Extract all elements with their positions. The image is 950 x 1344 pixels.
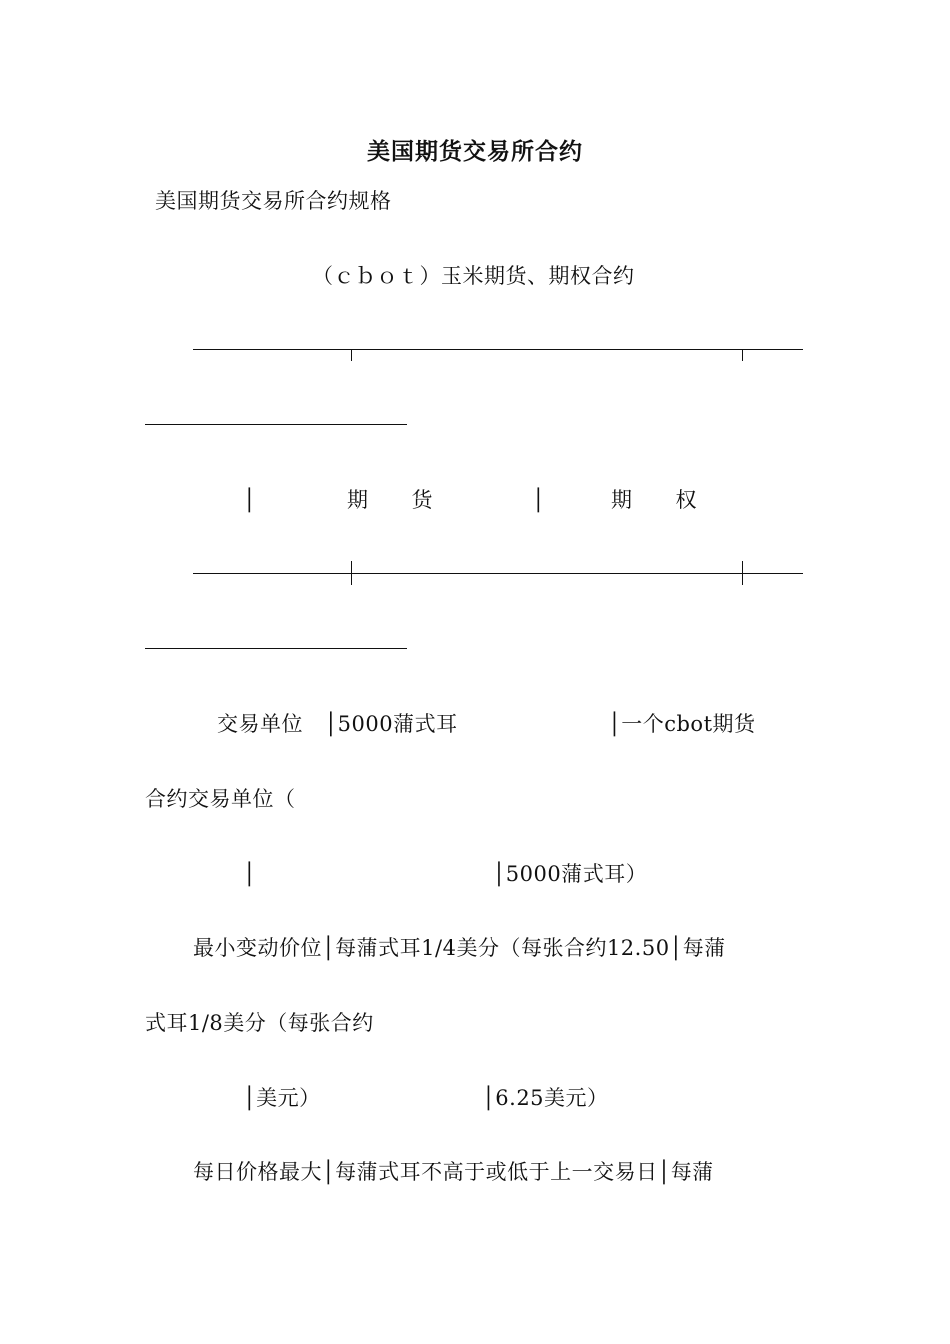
table-border-junction [351,561,352,585]
table-middle-border-continued [145,648,407,649]
row-daily-limit-line1: 每日价格最大│每蒲式耳不高于或低于上一交易日│每蒲 [193,1160,714,1184]
document-title: 美国期货交易所合约 [367,138,583,165]
document-subtitle: 美国期货交易所合约规格 [155,189,392,213]
row-min-tick-line1: 最小变动价位│每蒲式耳1/4美分（每张合约12.50│每蒲 [193,936,726,960]
table-border-junction [742,561,743,585]
table-top-border [193,349,803,350]
header-options: 期 权 [611,488,697,512]
table-top-border-continued [145,424,407,425]
table-border-junction [351,349,352,361]
row-trading-unit-line3: │ │5000蒲式耳） [243,862,648,886]
header-separator: │ [243,488,257,512]
row-trading-unit-line2: 合约交易单位（ [145,787,296,811]
row-trading-unit-line1: 交易单位 │5000蒲式耳 │一个cbot期货 [217,712,756,736]
header-futures: 期 货 [347,488,433,512]
header-separator: │ [532,488,546,512]
row-min-tick-line3: │美元） │6.25美元） [243,1086,609,1110]
table-caption: （ｃｂｏｔ）玉米期货、期权合约 [312,264,635,288]
table-border-junction [742,349,743,361]
row-min-tick-line2: 式耳1/8美分（每张合约 [145,1011,374,1035]
table-middle-border [193,573,803,574]
